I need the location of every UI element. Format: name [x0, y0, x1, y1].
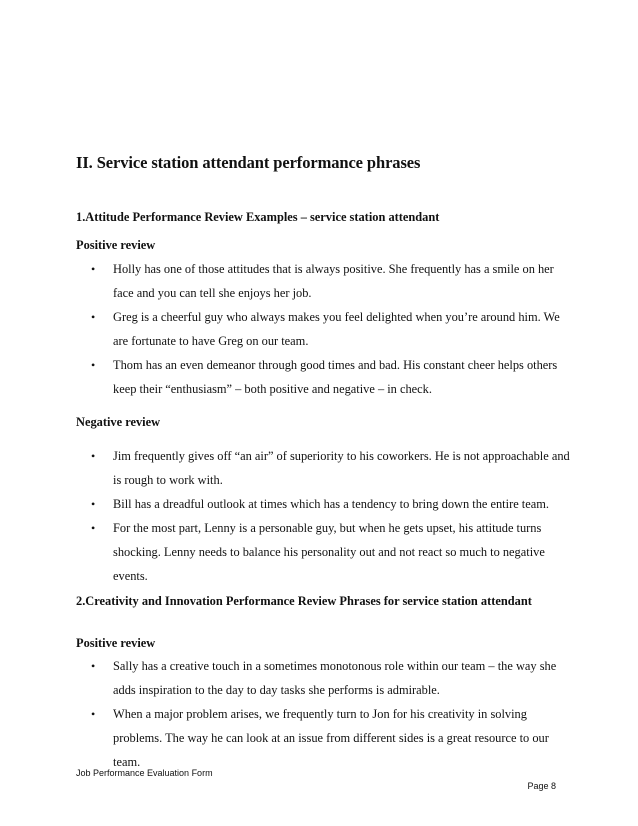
- list-item-text: Thom has an even demeanor through good times and bad. His constant cheer helps others keep their “enthusiasm” – both positive and negative – in check.: [113, 358, 558, 396]
- section1-positive-list: [76, 257, 576, 401]
- bullet-icon: •: [91, 707, 96, 721]
- section2-positive-list: [76, 654, 576, 774]
- section2-title: 2.Creativity and Innovation Performance Review Phrases for service station attendant: [76, 594, 532, 608]
- bullet-icon: •: [91, 310, 96, 324]
- bullet-icon: •: [91, 521, 96, 535]
- section1-title: 1.Attitude Performance Review Examples – service station attendant: [76, 210, 440, 224]
- bullet-icon: •: [91, 449, 96, 463]
- list-item: [76, 516, 576, 588]
- list-item: [76, 492, 576, 516]
- bullet-icon: •: [91, 497, 96, 511]
- list-item-text: Greg is a cheerful guy who always makes you feel delighted when you’re around him. We are fortunate to have Greg on our team.: [113, 310, 560, 348]
- list-item-text: Bill has a dreadful outlook at times which has a tendency to bring down the entire team.: [113, 497, 549, 511]
- footer-form-name: Job Performance Evaluation Form: [76, 768, 213, 778]
- list-item-text: When a major problem arises, we frequently turn to Jon for his creativity in solving problems. The way he can look at an issue from different sides is a great resource to our team.: [113, 707, 549, 769]
- section1-negative-list: [76, 444, 576, 588]
- list-item: [76, 444, 576, 492]
- footer-page-number: Page 8: [527, 781, 556, 791]
- bullet-icon: •: [91, 262, 96, 276]
- bullet-icon: •: [91, 358, 96, 372]
- list-item: [76, 353, 576, 401]
- list-item: [76, 305, 576, 353]
- list-item: [76, 257, 576, 305]
- section-heading: II. Service station attendant performance phrases: [76, 153, 421, 172]
- section1-negative-label: Negative review: [76, 415, 161, 429]
- list-item-text: Sally has a creative touch in a sometimes monotonous role within our team – the way she adds inspiration to the day to day tasks she performs is admirable.: [113, 659, 557, 697]
- section1-positive-label: Positive review: [76, 238, 156, 252]
- section2-positive-label: Positive review: [76, 636, 156, 650]
- list-item: [76, 702, 576, 774]
- list-item-text: Jim frequently gives off “an air” of superiority to his coworkers. He is not approachable and is rough to work with.: [113, 449, 570, 487]
- list-item-text: Holly has one of those attitudes that is always positive. She frequently has a smile on her face and you can tell she enjoys her job.: [113, 262, 554, 300]
- bullet-icon: •: [91, 659, 96, 673]
- list-item-text: For the most part, Lenny is a personable guy, but when he gets upset, his attitude turns shocking. Lenny needs to balance his personality out and not react so much to negative events.: [113, 521, 545, 583]
- list-item: [76, 654, 576, 702]
